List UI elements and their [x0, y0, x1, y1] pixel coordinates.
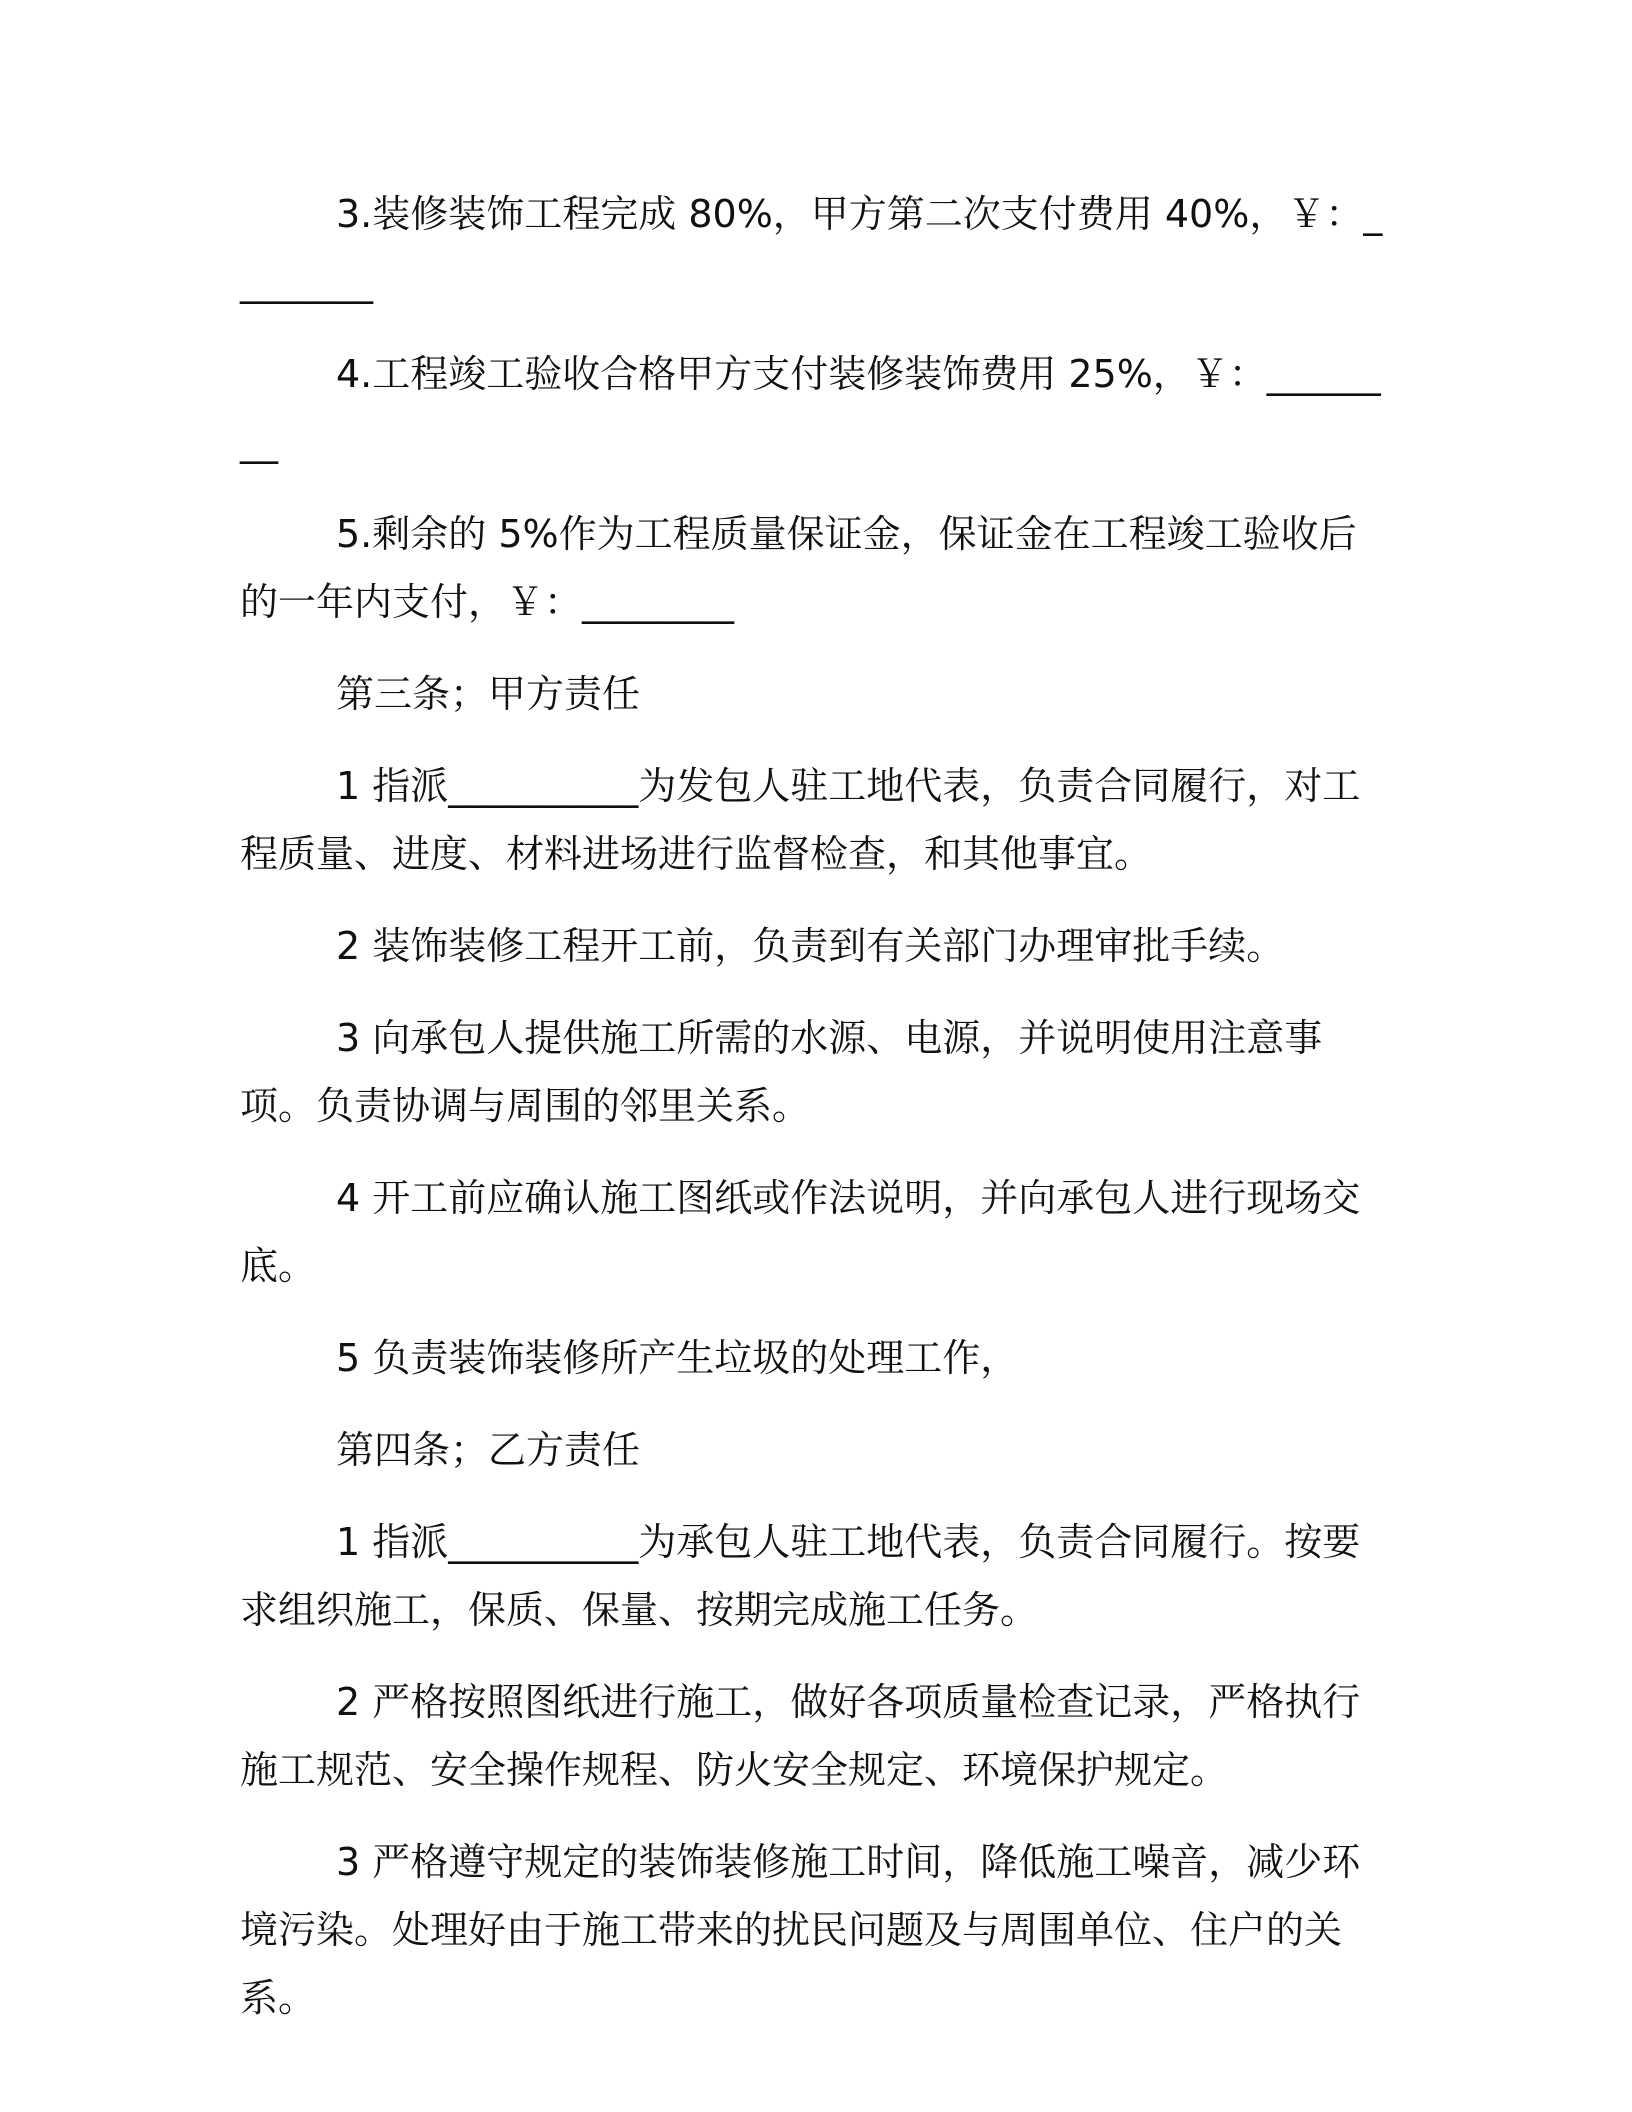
paragraph-party-a-5: 5 负责装饰装修所产生垃圾的处理工作，	[336, 1336, 1019, 1380]
paragraph-party-a-1: 1 指派__________为发包人驻工地代表，负责合同履行，对工程质量、进度、材料进场进行监督检查，和其他事宜。	[240, 764, 1361, 876]
paragraph-party-a-2: 2 装饰装修工程开工前，负责到有关部门办理审批手续。	[336, 924, 1285, 968]
paragraph-payment-5: 5.剩余的 5%作为工程质量保证金，保证金在工程竣工验收后的一年内支付，￥：________	[240, 512, 1357, 624]
paragraph-party-b-1: 1 指派__________为承包人驻工地代表，负责合同履行。按要求组织施工，保质、保量、按期完成施工任务。	[240, 1520, 1361, 1632]
paragraph-party-a-4: 4 开工前应确认施工图纸或作法说明，并向承包人进行现场交底。	[240, 1176, 1361, 1288]
paragraph-payment-3: 3.装修装饰工程完成 80%，甲方第二次支付费用 40%，￥：________	[240, 192, 1383, 304]
document-body	[240, 180, 1390, 2056]
paragraph-party-a-3: 3 向承包人提供施工所需的水源、电源，并说明使用注意事项。负责协调与周围的邻里关系。	[240, 1016, 1323, 1128]
paragraph-party-b-3: 3 严格遵守规定的装饰装修施工时间，降低施工噪音，减少环境污染。处理好由于施工带来的扰民问题及与周围单位、住户的关系。	[240, 1840, 1361, 2020]
section-heading-party-b: 第四条；乙方责任	[336, 1428, 641, 1472]
paragraph-payment-4: 4.工程竣工验收合格甲方支付装修装饰费用 25%，￥：________	[240, 352, 1381, 464]
paragraph-party-b-2: 2 严格按照图纸进行施工，做好各项质量检查记录，严格执行施工规范、安全操作规程、防火安全规定、环境保护规定。	[240, 1680, 1361, 1792]
section-heading-party-a: 第三条；甲方责任	[336, 672, 641, 716]
